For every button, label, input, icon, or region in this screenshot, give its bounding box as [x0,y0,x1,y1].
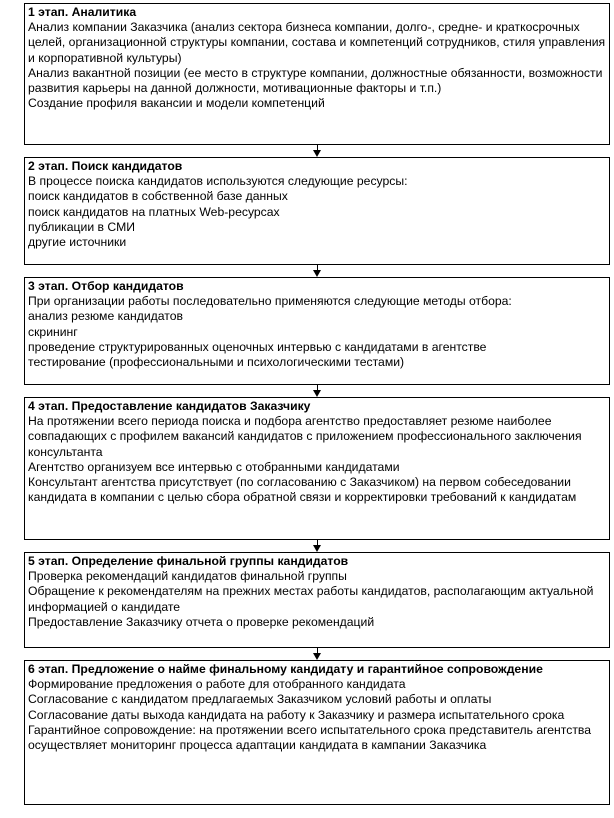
stage-line: публикации в СМИ [28,219,135,234]
stage-line: Формирование предложения о работе для отобранного кандидата [28,677,406,692]
stage-line: Анализ компании Заказчика (анализ сектора бизнеса компании, долго-, средне- и краткосрочных целей, организационной структуры компании, состава и компетенций сотрудников, стиля управления и корпоративной культуры) [28,20,606,65]
down-arrow-icon [313,540,323,552]
down-arrow-icon [313,385,323,397]
stage-line: Консультант агентства присутствует (по согласованию с Заказчиком) на первом собеседовании кандидата в компании с целью сбора обратной связи и корректировки требований к кандидатам [28,475,577,505]
stage-line: тестирование (профессиональными и психологическими тестами) [28,355,405,370]
stage-title: 3 этап. Отбор кандидатов [28,279,184,293]
stage-line: проведение структурированных оценочных интервью с кандидатами в агентстве [28,339,487,354]
stage-line: поиск кандидатов в собственной базе данных [28,189,288,204]
stage-line: поиск кандидатов на платных Web-ресурсах [28,204,280,219]
stage-4-box [24,397,610,540]
stage-line: Согласование с кандидатом предлагаемых Заказчиком условий работы и оплаты [28,692,492,707]
stage-3-box [24,277,610,385]
stage-line: скрининг [28,324,78,339]
stage-line: Проверка рекомендаций кандидатов финальной группы [28,569,347,584]
stage-line: Согласование даты выхода кандидата на работу к Заказчику и размера испытательного срока [28,707,565,722]
stage-line: Создание профиля вакансии и модели компетенций [28,96,325,111]
stage-title: 6 этап. Предложение о найме финальному кандидату и гарантийное сопровождение [28,662,543,676]
stage-5-box [24,552,610,648]
stage-title: 1 этап. Аналитика [28,5,137,19]
down-arrow-icon [313,145,323,157]
stage-title: 4 этап. Предоставление кандидатов Заказчику [28,399,311,413]
down-arrow-icon [313,648,323,660]
stage-line: Обращение к рекомендателям на прежних местах работы кандидатов, располагающим актуальной информацией о кандидате [28,584,594,614]
stage-line: Гарантийное сопровождение: на протяжении всего испытательного срока представитель агентства осуществляет мониторинг процесса адаптации кандидата в кампании Заказчика [28,722,592,753]
stage-line: анализ резюме кандидатов [28,309,183,324]
stage-line: Агентство организуем все интервью с отобранными кандидатами [28,459,400,474]
stage-line: Анализ вакантной позиции (ее место в структуре компании, должностные обязанности, возможности развития карьеры на данной должности, мотивационные факторы и т.п.) [28,65,603,96]
down-arrow-icon [313,265,323,277]
stage-line: другие источники [28,235,127,250]
stage-line: На протяжении всего периода поиска и подбора агентство предоставляет резюме наиболее совпадающих с профилем вакансий кандидатов с приложением профессионального заключения консультанта [28,414,582,459]
stage-title: 2 этап. Поиск кандидатов [28,159,183,173]
stage-6-box [24,660,610,805]
stage-title: 5 этап. Определение финальной группы кандидатов [28,554,349,568]
stage-line: При организации работы последовательно применяются следующие методы отбора: [28,294,512,309]
stage-line: В процессе поиска кандидатов используются следующие ресурсы: [28,174,408,189]
stage-2-box [24,157,610,265]
stage-1-box [24,3,610,145]
stage-line: Предоставление Заказчику отчета о проверке рекомендаций [28,614,375,629]
